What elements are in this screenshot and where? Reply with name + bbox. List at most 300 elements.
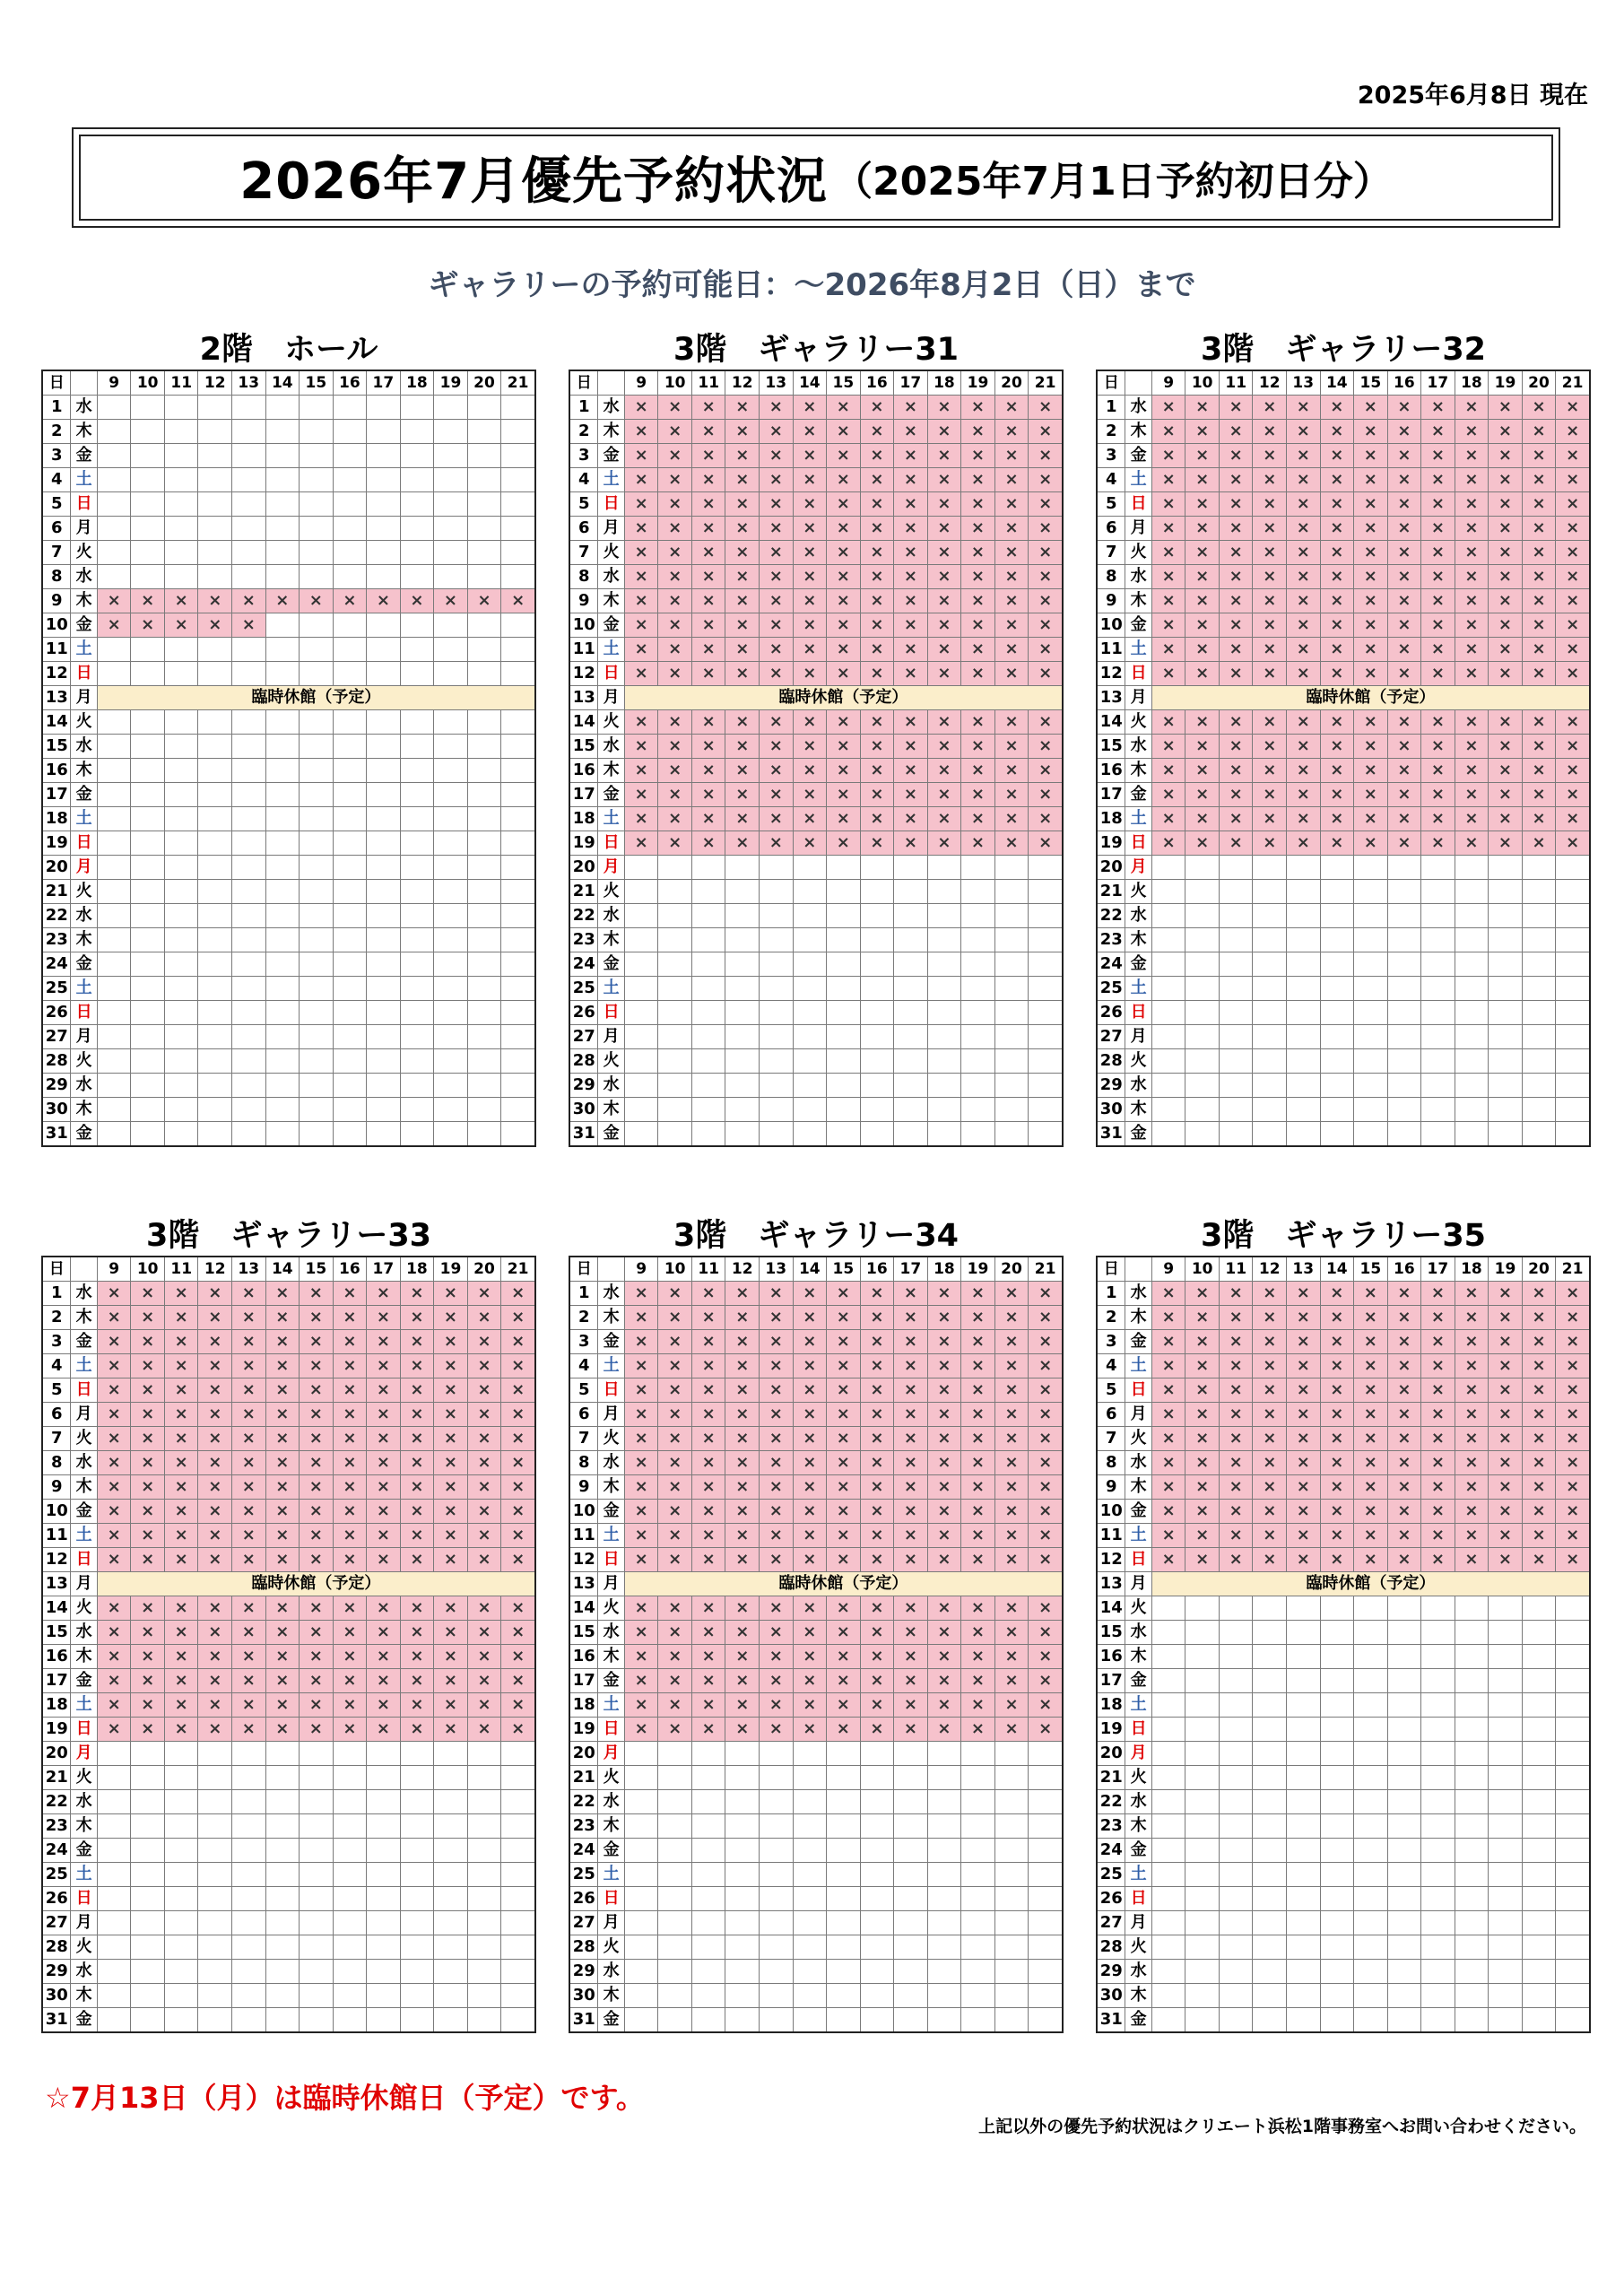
- closure-footnote: ☆7月13日（月）は臨時休館日（予定）です。: [45, 2081, 645, 2115]
- open-slot: [1151, 856, 1185, 880]
- open-slot: [1489, 1074, 1523, 1098]
- open-slot: [1287, 1049, 1321, 1074]
- booked-slot: ×: [1556, 444, 1590, 468]
- booked-slot: ×: [793, 1427, 827, 1451]
- day-row: [42, 1001, 535, 1025]
- day-number: 16: [1097, 759, 1125, 783]
- booked-slot: ×: [1029, 1475, 1063, 1500]
- day-number: 3: [42, 444, 71, 468]
- booked-slot: ×: [232, 1427, 266, 1451]
- booked-slot: ×: [725, 420, 760, 444]
- booked-slot: ×: [1287, 468, 1321, 492]
- booked-slot: ×: [927, 1500, 961, 1524]
- booked-slot: ×: [658, 638, 692, 662]
- booked-slot: ×: [265, 1451, 300, 1475]
- weekday-label: 木: [598, 420, 624, 444]
- booked-slot: ×: [198, 1475, 232, 1500]
- open-slot: [1185, 1669, 1220, 1693]
- booked-slot: ×: [1253, 735, 1287, 759]
- open-slot: [827, 1098, 861, 1122]
- booked-slot: ×: [927, 589, 961, 613]
- open-slot: [467, 1790, 501, 1814]
- open-slot: [1185, 880, 1220, 904]
- day-header: 日: [569, 370, 598, 396]
- open-slot: [1219, 977, 1253, 1001]
- day-row: [569, 1098, 1063, 1122]
- booked-slot: ×: [367, 589, 401, 613]
- open-slot: [1489, 1935, 1523, 1960]
- open-slot: [198, 517, 232, 541]
- open-slot: [300, 1025, 334, 1049]
- booked-slot: ×: [1253, 710, 1287, 735]
- booked-slot: ×: [961, 1500, 995, 1524]
- booked-slot: ×: [1354, 1548, 1388, 1572]
- booked-slot: ×: [367, 1427, 401, 1451]
- booked-slot: ×: [1185, 1403, 1220, 1427]
- booked-slot: ×: [400, 1475, 434, 1500]
- booked-slot: ×: [1387, 638, 1421, 662]
- booked-slot: ×: [1421, 1378, 1455, 1403]
- open-slot: [467, 1839, 501, 1863]
- booked-slot: ×: [725, 807, 760, 831]
- open-slot: [131, 1814, 165, 1839]
- booked-slot: ×: [658, 444, 692, 468]
- day-row: [1097, 613, 1590, 638]
- booked-slot: ×: [725, 1427, 760, 1451]
- open-slot: [927, 1766, 961, 1790]
- day-row: [569, 1621, 1063, 1645]
- open-slot: [333, 492, 367, 517]
- open-slot: [1029, 952, 1063, 977]
- open-slot: [760, 1984, 794, 2008]
- booked-slot: ×: [793, 1306, 827, 1330]
- weekday-label: 土: [71, 1693, 97, 1718]
- day-row: [1097, 1306, 1590, 1330]
- day-number: 25: [569, 977, 598, 1001]
- booked-slot: ×: [232, 1645, 266, 1669]
- booked-slot: ×: [131, 1621, 165, 1645]
- weekday-label: 月: [1125, 1742, 1151, 1766]
- booked-slot: ×: [1455, 735, 1489, 759]
- open-slot: [1522, 977, 1556, 1001]
- booked-slot: ×: [1354, 420, 1388, 444]
- open-slot: [367, 517, 401, 541]
- open-slot: [793, 904, 827, 928]
- open-slot: [1253, 1814, 1287, 1839]
- open-slot: [131, 662, 165, 686]
- open-slot: [333, 856, 367, 880]
- weekday-label: 火: [598, 1427, 624, 1451]
- open-slot: [1219, 1790, 1253, 1814]
- booked-slot: ×: [400, 1596, 434, 1621]
- booked-slot: ×: [1455, 831, 1489, 856]
- open-slot: [333, 1814, 367, 1839]
- booked-slot: ×: [1287, 1475, 1321, 1500]
- hour-header: 18: [400, 370, 434, 396]
- open-slot: [994, 1001, 1029, 1025]
- open-slot: [961, 1742, 995, 1766]
- booked-slot: ×: [434, 1500, 468, 1524]
- booked-slot: ×: [300, 1718, 334, 1742]
- open-slot: [97, 928, 131, 952]
- booked-slot: ×: [333, 1354, 367, 1378]
- booked-slot: ×: [300, 1596, 334, 1621]
- open-slot: [333, 1025, 367, 1049]
- booked-slot: ×: [1455, 1354, 1489, 1378]
- day-number: 30: [569, 1984, 598, 2008]
- booked-slot: ×: [1489, 662, 1523, 686]
- day-number: 23: [1097, 1814, 1125, 1839]
- open-slot: [1151, 1718, 1185, 1742]
- booked-slot: ×: [1151, 420, 1185, 444]
- booked-slot: ×: [1455, 541, 1489, 565]
- schedule-grid: [41, 1256, 536, 2033]
- open-slot: [501, 977, 535, 1001]
- booked-slot: ×: [434, 1621, 468, 1645]
- booked-slot: ×: [232, 1330, 266, 1354]
- open-slot: [434, 396, 468, 420]
- booked-slot: ×: [467, 1403, 501, 1427]
- booked-slot: ×: [300, 1621, 334, 1645]
- open-slot: [501, 856, 535, 880]
- hour-header: 15: [300, 1257, 334, 1282]
- weekday-label: 木: [1125, 1475, 1151, 1500]
- open-slot: [1219, 1049, 1253, 1074]
- open-slot: [131, 759, 165, 783]
- booked-slot: ×: [434, 1451, 468, 1475]
- open-slot: [1185, 1621, 1220, 1645]
- open-slot: [232, 662, 266, 686]
- booked-slot: ×: [333, 1621, 367, 1645]
- open-slot: [501, 541, 535, 565]
- day-row: [42, 1935, 535, 1960]
- hour-header: 12: [725, 370, 760, 396]
- booked-slot: ×: [131, 1403, 165, 1427]
- open-slot: [1354, 1074, 1388, 1098]
- day-number: 12: [42, 1548, 71, 1572]
- booked-slot: ×: [961, 1596, 995, 1621]
- weekday-label: 日: [71, 1378, 97, 1403]
- booked-slot: ×: [1522, 1500, 1556, 1524]
- open-slot: [265, 613, 300, 638]
- open-slot: [894, 1098, 928, 1122]
- day-number: 3: [569, 1330, 598, 1354]
- weekday-label: 土: [71, 807, 97, 831]
- day-row: [1097, 807, 1590, 831]
- open-slot: [198, 904, 232, 928]
- open-slot: [1354, 1887, 1388, 1911]
- open-slot: [333, 541, 367, 565]
- open-slot: [131, 517, 165, 541]
- booked-slot: ×: [793, 1378, 827, 1403]
- weekday-label: 火: [1125, 541, 1151, 565]
- open-slot: [1387, 1122, 1421, 1147]
- booked-slot: ×: [1522, 613, 1556, 638]
- booked-slot: ×: [97, 1330, 131, 1354]
- booked-slot: ×: [793, 1524, 827, 1548]
- booked-slot: ×: [827, 1669, 861, 1693]
- weekday-label: 火: [598, 710, 624, 735]
- booked-slot: ×: [624, 807, 658, 831]
- booked-slot: ×: [691, 1475, 725, 1500]
- weekday-label: 日: [71, 1548, 97, 1572]
- day-row: [1097, 977, 1590, 1001]
- open-slot: [300, 1790, 334, 1814]
- open-slot: [434, 662, 468, 686]
- hour-header: 9: [97, 1257, 131, 1282]
- booked-slot: ×: [894, 1621, 928, 1645]
- weekday-header: [598, 1257, 624, 1282]
- open-slot: [658, 1814, 692, 1839]
- open-slot: [265, 541, 300, 565]
- booked-slot: ×: [725, 1645, 760, 1669]
- open-slot: [658, 1887, 692, 1911]
- day-row: [1097, 1122, 1590, 1147]
- panel-title: 3階 ギャラリー34: [673, 1218, 960, 1254]
- open-slot: [658, 977, 692, 1001]
- booked-slot: ×: [198, 1596, 232, 1621]
- booked-slot: ×: [1455, 1524, 1489, 1548]
- hour-header: 9: [624, 1257, 658, 1282]
- grid-header-row: [1097, 1257, 1590, 1282]
- open-slot: [467, 1049, 501, 1074]
- booked-slot: ×: [1556, 662, 1590, 686]
- open-slot: [164, 396, 198, 420]
- booked-slot: ×: [894, 1524, 928, 1548]
- booked-slot: ×: [1185, 662, 1220, 686]
- open-slot: [97, 1887, 131, 1911]
- open-slot: [994, 977, 1029, 1001]
- booked-slot: ×: [961, 565, 995, 589]
- day-number: 2: [1097, 1306, 1125, 1330]
- open-slot: [658, 952, 692, 977]
- booked-slot: ×: [300, 1475, 334, 1500]
- day-row: [569, 468, 1063, 492]
- booked-slot: ×: [265, 1306, 300, 1330]
- booked-slot: ×: [232, 1596, 266, 1621]
- booked-slot: ×: [1489, 444, 1523, 468]
- hour-header: 19: [1489, 1257, 1523, 1282]
- booked-slot: ×: [827, 589, 861, 613]
- day-number: 27: [569, 1911, 598, 1935]
- booked-slot: ×: [97, 1500, 131, 1524]
- booked-slot: ×: [961, 735, 995, 759]
- open-slot: [232, 1001, 266, 1025]
- booked-slot: ×: [1253, 396, 1287, 420]
- day-number: 8: [569, 565, 598, 589]
- open-slot: [434, 1790, 468, 1814]
- open-slot: [1219, 1718, 1253, 1742]
- weekday-label: 火: [71, 1049, 97, 1074]
- open-slot: [894, 1911, 928, 1935]
- booked-slot: ×: [725, 1718, 760, 1742]
- day-row: [569, 1306, 1063, 1330]
- booked-slot: ×: [1354, 492, 1388, 517]
- day-row: [42, 1984, 535, 2008]
- open-slot: [400, 1790, 434, 1814]
- booked-slot: ×: [1320, 759, 1354, 783]
- booked-slot: ×: [1320, 662, 1354, 686]
- booked-slot: ×: [1287, 759, 1321, 783]
- open-slot: [1421, 1984, 1455, 2008]
- weekday-label: 月: [1125, 517, 1151, 541]
- booked-slot: ×: [894, 1596, 928, 1621]
- open-slot: [97, 468, 131, 492]
- day-row: [569, 1645, 1063, 1669]
- open-slot: [1287, 1596, 1321, 1621]
- booked-slot: ×: [1387, 517, 1421, 541]
- open-slot: [827, 1863, 861, 1887]
- open-slot: [961, 1074, 995, 1098]
- open-slot: [1219, 1596, 1253, 1621]
- day-row: [1097, 735, 1590, 759]
- booked-slot: ×: [164, 1451, 198, 1475]
- hour-header: 14: [793, 370, 827, 396]
- weekday-label: 金: [1125, 1669, 1151, 1693]
- as-of-date: 2025年6月8日 現在: [1357, 82, 1588, 109]
- open-slot: [624, 1814, 658, 1839]
- booked-slot: ×: [1354, 1500, 1388, 1524]
- booked-slot: ×: [1253, 613, 1287, 638]
- booked-slot: ×: [1029, 492, 1063, 517]
- day-number: 1: [569, 1282, 598, 1306]
- booked-slot: ×: [1320, 1330, 1354, 1354]
- booked-slot: ×: [1455, 638, 1489, 662]
- booked-slot: ×: [927, 831, 961, 856]
- booked-slot: ×: [1354, 1427, 1388, 1451]
- open-slot: [434, 1001, 468, 1025]
- booked-slot: ×: [1029, 613, 1063, 638]
- booked-slot: ×: [1522, 831, 1556, 856]
- open-slot: [961, 1790, 995, 1814]
- day-row: [42, 565, 535, 589]
- open-slot: [164, 1960, 198, 1984]
- open-slot: [164, 977, 198, 1001]
- open-slot: [1151, 1790, 1185, 1814]
- open-slot: [97, 880, 131, 904]
- booked-slot: ×: [164, 1645, 198, 1669]
- booked-slot: ×: [1421, 1306, 1455, 1330]
- open-slot: [1489, 1122, 1523, 1147]
- open-slot: [894, 1001, 928, 1025]
- open-slot: [1489, 1814, 1523, 1839]
- booked-slot: ×: [691, 1403, 725, 1427]
- booked-slot: ×: [994, 1330, 1029, 1354]
- grid-header-row: [42, 370, 535, 396]
- booked-slot: ×: [725, 783, 760, 807]
- open-slot: [97, 807, 131, 831]
- open-slot: [333, 613, 367, 638]
- booked-slot: ×: [827, 1596, 861, 1621]
- open-slot: [164, 2008, 198, 2033]
- booked-slot: ×: [725, 759, 760, 783]
- open-slot: [467, 928, 501, 952]
- booked-slot: ×: [624, 420, 658, 444]
- weekday-label: 土: [598, 1354, 624, 1378]
- day-row: [1097, 831, 1590, 856]
- booked-slot: ×: [793, 468, 827, 492]
- open-slot: [232, 492, 266, 517]
- day-row: [569, 420, 1063, 444]
- open-slot: [164, 1049, 198, 1074]
- booked-slot: ×: [691, 638, 725, 662]
- open-slot: [367, 1984, 401, 2008]
- open-slot: [1489, 1984, 1523, 2008]
- open-slot: [367, 1049, 401, 1074]
- open-slot: [1151, 1025, 1185, 1049]
- booked-slot: ×: [894, 517, 928, 541]
- booked-slot: ×: [1522, 541, 1556, 565]
- open-slot: [400, 710, 434, 735]
- open-slot: [467, 662, 501, 686]
- open-slot: [333, 638, 367, 662]
- open-slot: [760, 1025, 794, 1049]
- open-slot: [333, 1001, 367, 1025]
- open-slot: [1455, 1718, 1489, 1742]
- weekday-label: 火: [1125, 1935, 1151, 1960]
- open-slot: [198, 1863, 232, 1887]
- open-slot: [1455, 1935, 1489, 1960]
- booked-slot: ×: [1421, 517, 1455, 541]
- open-slot: [658, 2008, 692, 2033]
- booked-slot: ×: [894, 444, 928, 468]
- open-slot: [1287, 1669, 1321, 1693]
- booked-slot: ×: [1522, 1524, 1556, 1548]
- booked-slot: ×: [994, 638, 1029, 662]
- weekday-label: 土: [1125, 977, 1151, 1001]
- open-slot: [624, 1887, 658, 1911]
- booked-slot: ×: [333, 1645, 367, 1669]
- booked-slot: ×: [994, 831, 1029, 856]
- open-slot: [333, 1049, 367, 1074]
- booked-slot: ×: [894, 1451, 928, 1475]
- booked-slot: ×: [367, 1693, 401, 1718]
- open-slot: [1489, 1911, 1523, 1935]
- booked-slot: ×: [198, 1403, 232, 1427]
- open-slot: [760, 1098, 794, 1122]
- day-number: 11: [42, 638, 71, 662]
- weekday-label: 金: [598, 2008, 624, 2033]
- open-slot: [691, 1863, 725, 1887]
- open-slot: [725, 904, 760, 928]
- day-number: 30: [1097, 1984, 1125, 2008]
- open-slot: [624, 1122, 658, 1147]
- booked-slot: ×: [994, 1451, 1029, 1475]
- day-row: [42, 492, 535, 517]
- day-number: 19: [1097, 831, 1125, 856]
- open-slot: [961, 1025, 995, 1049]
- day-row: [1097, 1354, 1590, 1378]
- grid-header-row: [569, 370, 1063, 396]
- open-slot: [265, 1766, 300, 1790]
- weekday-label: 金: [1125, 2008, 1151, 2033]
- open-slot: [501, 1025, 535, 1049]
- booked-slot: ×: [300, 1354, 334, 1378]
- booked-slot: ×: [894, 1645, 928, 1669]
- open-slot: [434, 1935, 468, 1960]
- day-row: [42, 444, 535, 468]
- day-row: [1097, 1475, 1590, 1500]
- open-slot: [467, 856, 501, 880]
- open-slot: [1320, 1766, 1354, 1790]
- open-slot: [1320, 1001, 1354, 1025]
- booked-slot: ×: [1219, 396, 1253, 420]
- booked-slot: ×: [1151, 662, 1185, 686]
- open-slot: [1489, 1960, 1523, 1984]
- weekday-label: 月: [598, 1911, 624, 1935]
- open-slot: [1421, 1001, 1455, 1025]
- open-slot: [927, 1960, 961, 1984]
